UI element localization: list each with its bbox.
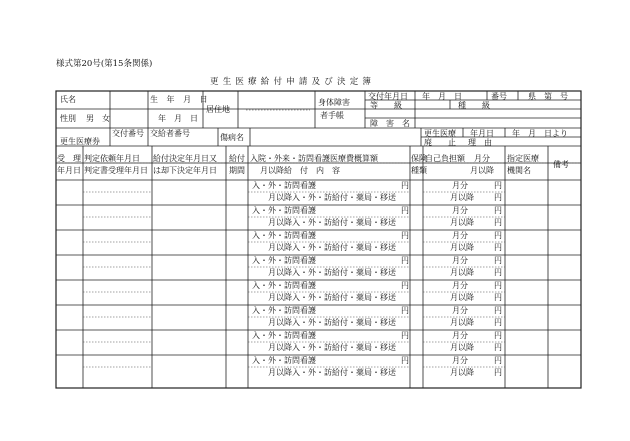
row-care-type: 入・外・訪問看護: [252, 181, 316, 190]
label-grade: 等 級: [370, 101, 402, 110]
form-number: 様式第20号(第15条関係): [56, 59, 153, 69]
row-copay-yen-2: 円: [494, 343, 502, 352]
row-care-type: 入・外・訪問看護: [252, 281, 316, 290]
label-male-female: 男 女: [86, 114, 110, 123]
label-recipient-no: 交給者番号: [150, 129, 190, 138]
label-benefit-decision-2: は却下決定年月日: [153, 166, 217, 175]
label-medical-cost-1: 入院・外来・訪問看護医療費概算額: [250, 154, 378, 163]
label-issue-no: 交付番号: [112, 129, 144, 138]
label-rehab-cert: 更生医療券: [60, 137, 100, 146]
row-benefit-content: 月以降入・外・訪給付・薬局・移送: [268, 243, 396, 252]
row-care-type: 入・外・訪問看護: [252, 306, 316, 315]
label-receipt-1: 受 理: [57, 154, 81, 163]
row-copay-yen-2: 円: [494, 293, 502, 302]
row-copay-yen: 円: [494, 331, 502, 340]
row-copay-yen-2: 円: [494, 193, 502, 202]
row-copay-yen-2: 円: [494, 243, 502, 252]
label-judgment-2: 判定書受理年月日: [84, 166, 148, 175]
label-rehab-abolition-1: 更生医療: [424, 129, 456, 138]
label-benefit-period-2: 期間: [229, 166, 245, 175]
label-diagnosis: 傷病名: [220, 133, 244, 142]
row-benefit-content: 月以降入・外・訪給付・薬局・移送: [268, 193, 396, 202]
label-disability-name: 障 害 名: [370, 119, 410, 128]
row-copay-yen: 円: [494, 181, 502, 190]
label-sex: 性別: [60, 114, 76, 123]
label-residence: 居住地: [206, 105, 230, 114]
row-yen: 円: [401, 306, 409, 315]
label-institution-1: 指定医療: [507, 154, 539, 163]
label-disability-cert-2: 者手帳: [320, 111, 344, 120]
row-month-portion: 月分: [452, 356, 468, 365]
row-copay-yen-2: 円: [494, 268, 502, 277]
row-month-portion: 月分: [452, 256, 468, 265]
row-month-portion: 月分: [452, 306, 468, 315]
page-title: 更生医療給付申請及び決定簿: [210, 77, 376, 87]
row-yen: 円: [401, 206, 409, 215]
row-care-type: 入・外・訪問看護: [252, 206, 316, 215]
row-month-portion: 月分: [452, 331, 468, 340]
label-disability-cert-1: 身体障害: [318, 98, 350, 107]
row-copay-yen-2: 円: [494, 368, 502, 377]
label-birth-ymd: 年 月 日: [158, 114, 198, 123]
row-care-type: 入・外・訪問看護: [252, 356, 316, 365]
row-benefit-content: 月以降入・外・訪給付・薬局・移送: [268, 293, 396, 302]
label-copay-1: 保険: [411, 154, 427, 163]
row-care-type: 入・外・訪問看護: [252, 231, 316, 240]
label-issue-ymd: 年 月 日: [422, 92, 462, 101]
label-remarks: 備考: [553, 160, 569, 169]
label-abolition-ymd: 年月日: [470, 129, 494, 138]
row-yen: 円: [401, 331, 409, 340]
row-month-after: 月以降: [450, 218, 474, 227]
row-copay-yen: 円: [494, 206, 502, 215]
row-month-after: 月以降: [450, 318, 474, 327]
row-yen: 円: [401, 281, 409, 290]
row-month-after: 月以降: [450, 193, 474, 202]
row-benefit-content: 月以降入・外・訪給付・薬局・移送: [268, 343, 396, 352]
label-judgment-1: 判定依頼年月日: [84, 154, 140, 163]
row-month-after: 月以降: [450, 268, 474, 277]
label-birth-date: 生 年 月 日: [150, 95, 211, 104]
label-type: 種 級: [458, 101, 490, 110]
row-copay-yen-2: 円: [494, 318, 502, 327]
label-number: 番号: [491, 92, 507, 101]
row-benefit-content: 月以降入・外・訪給付・薬局・移送: [268, 368, 396, 377]
label-name: 氏名: [60, 95, 76, 104]
label-benefit-decision-1: 給付決定年月日又: [153, 154, 217, 163]
label-institution-2: 機関名: [507, 166, 531, 175]
label-from-ymd: 年 月 日より: [512, 129, 568, 138]
row-month-portion: 月分: [452, 206, 468, 215]
row-month-portion: 月分: [452, 181, 468, 190]
row-month-after: 月以降: [450, 368, 474, 377]
label-benefit-period-1: 給付: [229, 154, 245, 163]
label-receipt-2: 年月日: [57, 166, 81, 175]
row-copay-yen: 円: [494, 231, 502, 240]
row-copay-yen: 円: [494, 281, 502, 290]
row-copay-yen: 円: [494, 306, 502, 315]
row-month-after: 月以降: [450, 243, 474, 252]
label-rehab-abolition-2: 廃 止: [424, 138, 456, 147]
row-month-portion: 月分: [452, 231, 468, 240]
label-copay-2: 種類: [411, 166, 427, 175]
row-copay-yen-2: 円: [494, 218, 502, 227]
row-benefit-content: 月以降入・外・訪給付・薬局・移送: [268, 218, 396, 227]
label-prefecture-number: 県 第 号: [528, 92, 568, 101]
row-benefit-content: 月以降入・外・訪給付・薬局・移送: [268, 318, 396, 327]
label-reason: 理 由: [468, 138, 492, 147]
row-care-type: 入・外・訪問看護: [252, 331, 316, 340]
row-yen: 円: [401, 356, 409, 365]
label-medical-cost-2: 月以降給 付 内 容: [260, 166, 340, 175]
label-self-burden-1: 自己負担額: [425, 154, 465, 163]
row-yen: 円: [401, 256, 409, 265]
row-copay-yen: 円: [494, 256, 502, 265]
row-month-after: 月以降: [450, 343, 474, 352]
row-care-type: 入・外・訪問看護: [252, 256, 316, 265]
row-yen: 円: [401, 181, 409, 190]
row-benefit-content: 月以降入・外・訪給付・薬局・移送: [268, 268, 396, 277]
row-copay-yen: 円: [494, 356, 502, 365]
row-month-after: 月以降: [450, 293, 474, 302]
label-issue-date: 交付年月日: [368, 92, 408, 101]
row-month-portion: 月分: [452, 281, 468, 290]
label-self-burden-3: 月以降: [470, 166, 494, 175]
row-yen: 円: [401, 231, 409, 240]
label-self-burden-2: 月分: [474, 154, 490, 163]
